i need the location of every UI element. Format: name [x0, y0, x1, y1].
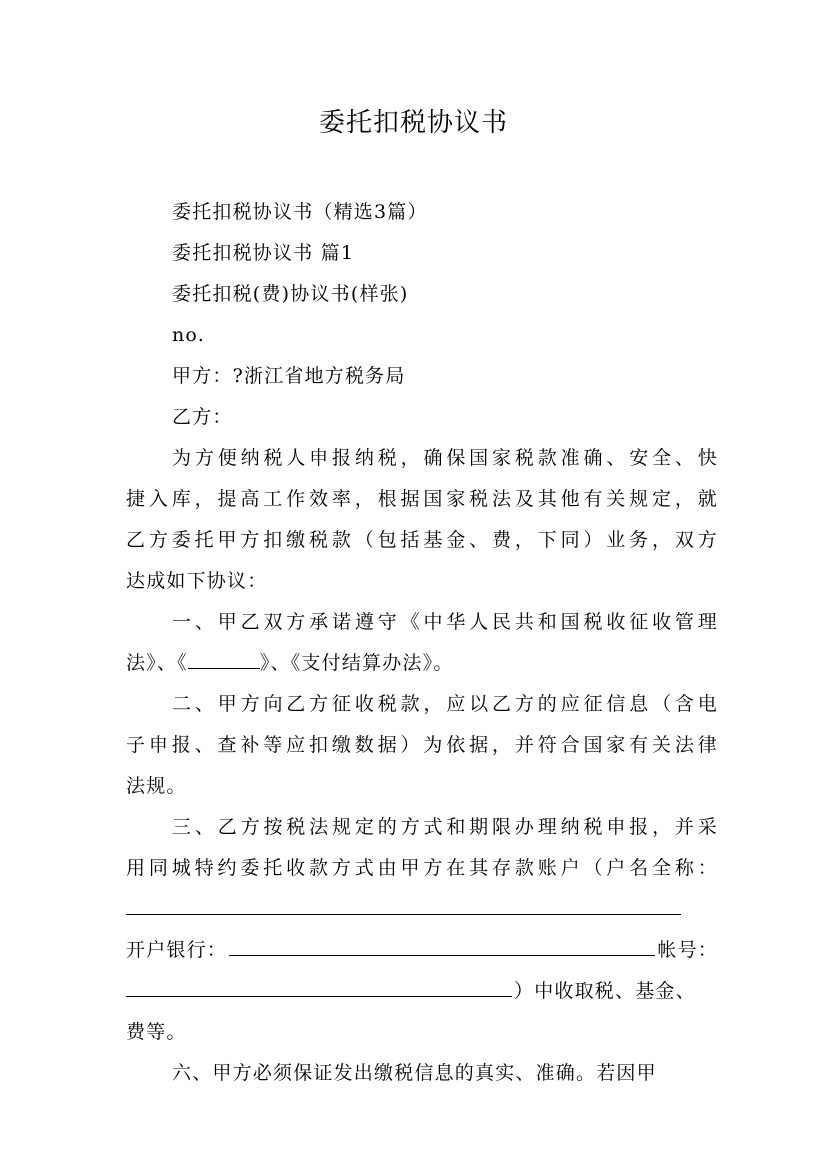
line-subtitle: 委托扣税协议书（精选3篇） — [172, 201, 428, 223]
line-party-b: 乙方： — [172, 406, 233, 428]
clause-2-line-3: 法规。 — [126, 775, 187, 797]
line-number: no. — [172, 324, 205, 346]
line-form-title: 委托扣税(费)协议书(样张) — [172, 283, 409, 305]
account-label: 帐号： — [657, 939, 718, 961]
clause-2-line-1: 二、甲方向乙方征收税款，应以乙方的应征信息（含电 — [172, 693, 718, 715]
page-title: 委托扣税协议书 — [318, 108, 508, 138]
account-number-line — [126, 971, 718, 1012]
clause-3-end: 费等。 — [126, 1021, 187, 1043]
clause-1-line-1: 一、甲乙双方承诺遵守《中华人民共和国税收征收管理 — [172, 611, 718, 633]
clause-3-tail: ）中收取税、基金、 — [514, 980, 696, 1002]
document-body — [126, 192, 718, 1094]
bank-line — [126, 930, 718, 971]
account-number-blank — [126, 976, 512, 997]
account-name-blank — [126, 894, 681, 915]
account-name-line — [126, 889, 718, 930]
clause-1-law-prefix: 法》、《 — [126, 652, 188, 674]
clause-3-line-2: 用同城特约委托收款方式由甲方在其存款账户（户名全称： — [126, 857, 718, 879]
clause-1-law-suffix: 》、《支付结算办法》。 — [259, 652, 454, 674]
bank-blank — [229, 935, 655, 956]
clause-3-line-1: 三、乙方按税法规定的方式和期限办理纳税申报，并采 — [172, 816, 718, 838]
clause-6-line-1: 六、甲方必须保证发出缴税信息的真实、准确。若因甲 — [172, 1062, 657, 1084]
bank-label: 开户银行： — [126, 939, 228, 961]
line-section-heading: 委托扣税协议书 篇1 — [172, 242, 355, 264]
clause-1-line-2 — [126, 643, 718, 684]
intro-line-3: 乙方委托甲方扣缴税款（包括基金、费，下同）业务，双方 — [126, 529, 718, 551]
line-party-a: 甲方：?浙江省地方税务局 — [172, 365, 406, 387]
intro-line-2: 捷入库，提高工作效率，根据国家税法及其他有关规定，就 — [126, 488, 718, 510]
intro-line-1: 为方便纳税人申报纳税，确保国家税款准确、安全、快 — [172, 447, 718, 469]
law-name-blank — [188, 648, 260, 669]
intro-line-4: 达成如下协议： — [126, 570, 268, 592]
clause-2-line-2: 子申报、查补等应扣缴数据）为依据，并符合国家有关法律 — [126, 734, 718, 756]
